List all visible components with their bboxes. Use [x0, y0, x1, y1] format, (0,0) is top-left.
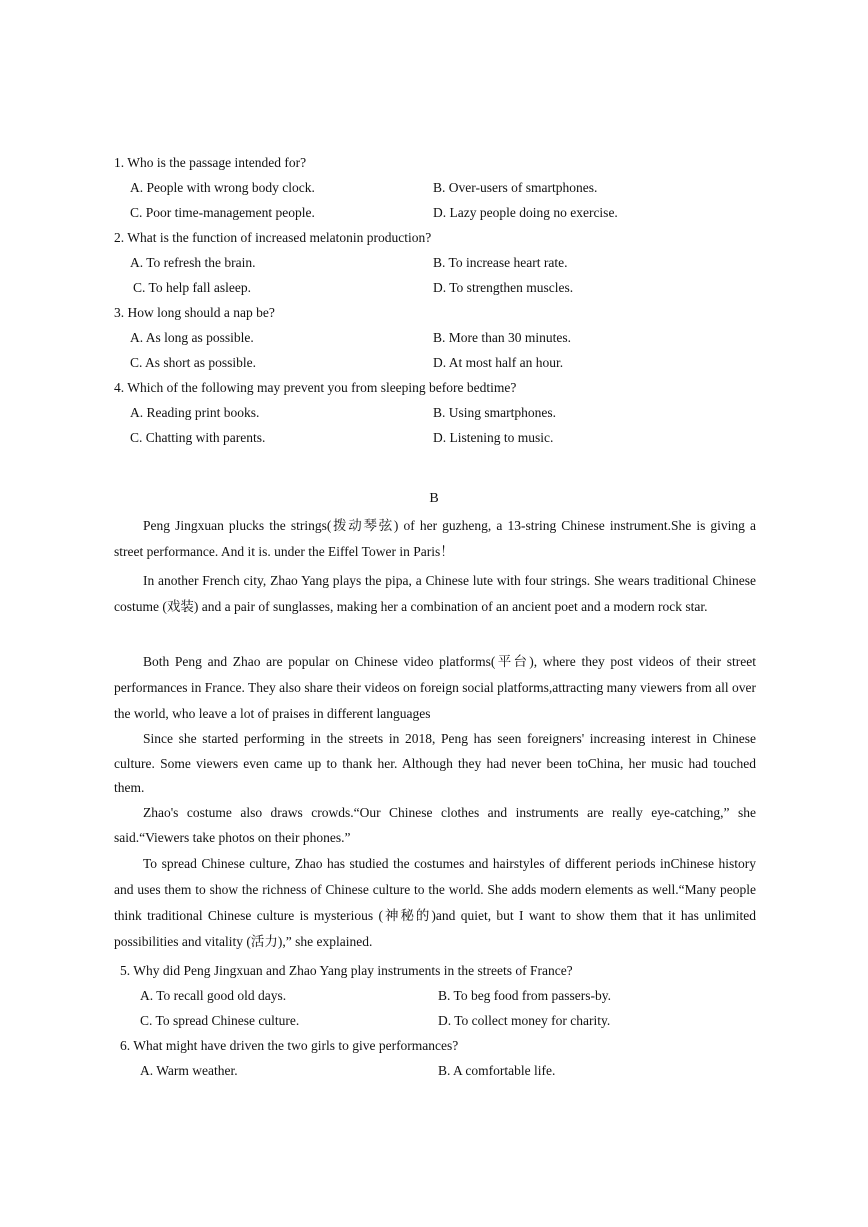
passage-paragraph: Peng Jingxuan plucks the strings(拨动琴弦) of her guzheng, a 13-string Chinese instrument.She is giving a street performance. And it is. under the Eiffel Tower in Paris！: [114, 518, 756, 559]
option-a: A. To refresh the brain.: [130, 255, 256, 270]
option-a: A. As long as possible.: [130, 330, 254, 345]
option-c: C. To help fall asleep.: [133, 280, 252, 295]
passage-paragraph: Since she started performing in the streets in 2018, Peng has seen foreigners' increasing interest in Chinese culture. Some viewers even came up to thank her. Although they had never been toChina, her music had touched them.: [114, 731, 756, 795]
option-a: A. Warm weather.: [140, 1063, 238, 1078]
question-stem: 2. What is the function of increased melatonin production?: [114, 230, 432, 245]
question-stem: 6. What might have driven the two girls to give performances?: [120, 1038, 459, 1053]
option-a: A. Reading print books.: [130, 405, 260, 420]
option-d: D. Lazy people doing no exercise.: [433, 205, 618, 220]
question-stem: 5. Why did Peng Jingxuan and Zhao Yang play instruments in the streets of France?: [120, 963, 573, 978]
question-stem: 4. Which of the following may prevent you from sleeping before bedtime?: [114, 380, 517, 395]
option-b: B. Using smartphones.: [433, 405, 556, 420]
passage-paragraph: Both Peng and Zhao are popular on Chinese video platforms(平台), where they post videos of their street performances in France. They also share their videos on foreign social platforms,attracting many viewers from all over the world, who leave a lot of praises in different languages: [114, 654, 756, 721]
option-d: D. At most half an hour.: [433, 355, 564, 370]
passage-paragraph: To spread Chinese culture, Zhao has studied the costumes and hairstyles of different periods inChinese history and uses them to show the richness of Chinese culture to the world. She adds modern elements as well.“Many people think traditional Chinese culture is mysterious (神秘的)and quiet, but I want to show them that it has unlimited possibilities and vitality (活力),” she explained.: [114, 856, 756, 949]
question-stem: 1. Who is the passage intended for?: [114, 155, 307, 170]
question-stem: 3. How long should a nap be?: [114, 305, 275, 320]
option-c: C. Poor time-management people.: [130, 205, 315, 220]
option-c: C. To spread Chinese culture.: [140, 1013, 300, 1028]
option-b: B. A comfortable life.: [438, 1063, 556, 1078]
option-d: D. Listening to music.: [433, 430, 554, 445]
passage-paragraph: In another French city, Zhao Yang plays the pipa, a Chinese lute with four strings. She wears traditional Chinese costume (戏装) and a pair of sunglasses, making her a combination of an ancient poet and a modern rock star.: [114, 573, 756, 614]
option-c: C. Chatting with parents.: [130, 430, 266, 445]
passage-paragraph: Zhao's costume also draws crowds.“Our Chinese clothes and instruments are really eye-catching,” she said.“Viewers take photos on their phones.”: [114, 805, 756, 845]
option-d: D. To collect money for charity.: [438, 1013, 611, 1028]
option-b: B. To increase heart rate.: [433, 255, 568, 270]
option-b: B. To beg food from passers-by.: [438, 988, 612, 1003]
section-title: B: [429, 491, 439, 506]
option-d: D. To strengthen muscles.: [433, 280, 574, 295]
option-b: B. Over-users of smartphones.: [433, 180, 598, 195]
option-c: C. As short as possible.: [130, 355, 257, 370]
option-b: B. More than 30 minutes.: [433, 330, 571, 345]
option-a: A. People with wrong body clock.: [130, 180, 315, 195]
option-a: A. To recall good old days.: [140, 988, 287, 1003]
